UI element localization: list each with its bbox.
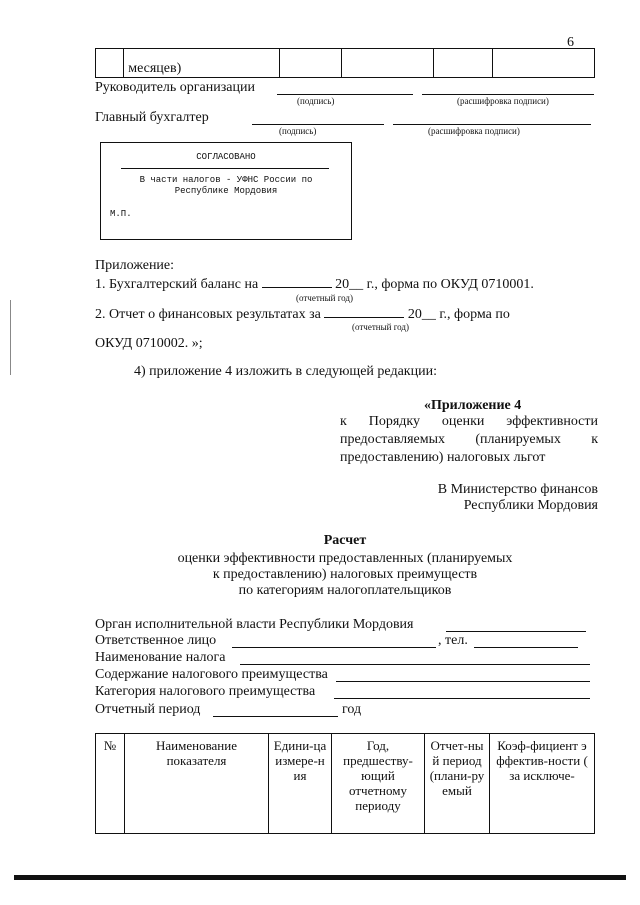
field-benefit-content-label: Содержание налогового преимущества bbox=[95, 667, 328, 682]
appendix-item-1-blank bbox=[262, 276, 332, 288]
appendix-item-1-text: 1. Бухгалтерский баланс на bbox=[95, 277, 259, 292]
appendix-item-2-hint: (отчетный год) bbox=[352, 322, 409, 332]
appendix-heading: Приложение: bbox=[95, 258, 175, 273]
addressee-line-1: В Министерство финансов bbox=[437, 482, 598, 497]
field-phone-line[interactable] bbox=[474, 647, 578, 648]
head-signature-line bbox=[277, 94, 413, 95]
accountant-decoding-hint: (расшифровка подписи) bbox=[428, 126, 520, 136]
stamp-mp: М.П. bbox=[110, 209, 132, 219]
field-responsible-label: Ответственное лицо bbox=[95, 633, 217, 648]
calc-subtitle-2: к предоставлению) налоговых преимуществ bbox=[212, 567, 478, 582]
field-period-year: год bbox=[342, 702, 362, 717]
header-cell-number: № bbox=[96, 734, 125, 834]
field-phone-label: , тел. bbox=[438, 633, 468, 648]
stamp-line1: В части налогов - УФНС России по bbox=[139, 175, 313, 185]
appendix-item-2-blank bbox=[324, 306, 404, 318]
main-table bbox=[95, 733, 595, 834]
head-decoding-line bbox=[422, 94, 594, 95]
appendix-item-2-rest: 20__ г., форма по bbox=[407, 307, 510, 322]
field-period-label: Отчетный период bbox=[95, 702, 201, 717]
attachment-line-1: к Порядку оценки эффективности bbox=[340, 414, 598, 429]
addressee-line-2: Республики Мордовия bbox=[463, 498, 598, 513]
instruction-text: 4) приложение 4 изложить в следующей редакции: bbox=[134, 364, 437, 379]
field-authority-line[interactable] bbox=[446, 631, 586, 632]
field-benefit-category-line[interactable] bbox=[334, 698, 590, 699]
appendix-item-1 bbox=[95, 276, 534, 293]
page-number: 6 bbox=[567, 35, 574, 50]
attachment-line-2: предоставляемых (планируемых к bbox=[340, 432, 598, 447]
calc-subtitle-1: оценки эффективности предоставленных (планируемых bbox=[177, 551, 513, 566]
field-tax-name-line[interactable] bbox=[240, 664, 590, 665]
head-signature-hint: (подпись) bbox=[297, 96, 335, 106]
field-tax-name-label: Наименование налога bbox=[95, 650, 226, 665]
header-cell-unit: Едини-ца измере-ния bbox=[269, 734, 332, 834]
stamp-divider bbox=[121, 168, 329, 169]
header-cell-indicator: Наименование показателя bbox=[125, 734, 269, 834]
appendix-item-1-hint: (отчетный год) bbox=[296, 293, 353, 303]
accountant-label: Главный бухгалтер bbox=[95, 110, 209, 125]
appendix-item-2-cont: ОКУД 0710002. »; bbox=[95, 336, 203, 351]
calc-subtitle-3: по категориям налогоплательщиков bbox=[238, 583, 452, 598]
field-authority-label: Орган исполнительной власти Республики Мордовия bbox=[95, 617, 414, 632]
header-cell-coefficient: Коэф-фициент эффектив-ности ( за исключе- bbox=[490, 734, 595, 834]
accountant-decoding-line bbox=[393, 124, 591, 125]
attachment-title: «Приложение 4 bbox=[424, 398, 522, 413]
field-period-line[interactable] bbox=[213, 716, 338, 717]
stamp-agreed: СОГЛАСОВАНО bbox=[196, 152, 256, 162]
head-decoding-hint: (расшифровка подписи) bbox=[457, 96, 549, 106]
head-label: Руководитель организации bbox=[95, 80, 255, 95]
field-benefit-content-line[interactable] bbox=[336, 681, 590, 682]
attachment-line-3: предоставлению) налоговых льгот bbox=[340, 450, 546, 465]
accountant-signature-hint: (подпись) bbox=[279, 126, 317, 136]
calc-title: Расчет bbox=[323, 533, 367, 548]
appendix-item-1-rest: 20__ г., форма по ОКУД 0710001. bbox=[335, 277, 534, 292]
header-cell-previous-year: Год, предшеству-ющий отчетному периоду bbox=[332, 734, 425, 834]
appendix-item-2-text: 2. Отчет о финансовых результатах за bbox=[95, 307, 321, 322]
approval-stamp bbox=[100, 142, 352, 240]
field-benefit-category-label: Категория налогового преимущества bbox=[95, 684, 316, 699]
top-table bbox=[95, 48, 595, 78]
margin-mark bbox=[10, 300, 11, 375]
stamp-line2: Республике Мордовия bbox=[174, 186, 278, 196]
appendix-item-2 bbox=[95, 306, 510, 323]
bottom-edge-bar bbox=[14, 875, 626, 880]
top-table-cell: месяцев) bbox=[124, 49, 280, 78]
header-cell-reporting-period: Отчет-ный период (плани-руемый bbox=[425, 734, 490, 834]
field-responsible-line[interactable] bbox=[232, 647, 436, 648]
accountant-signature-line bbox=[252, 124, 384, 125]
